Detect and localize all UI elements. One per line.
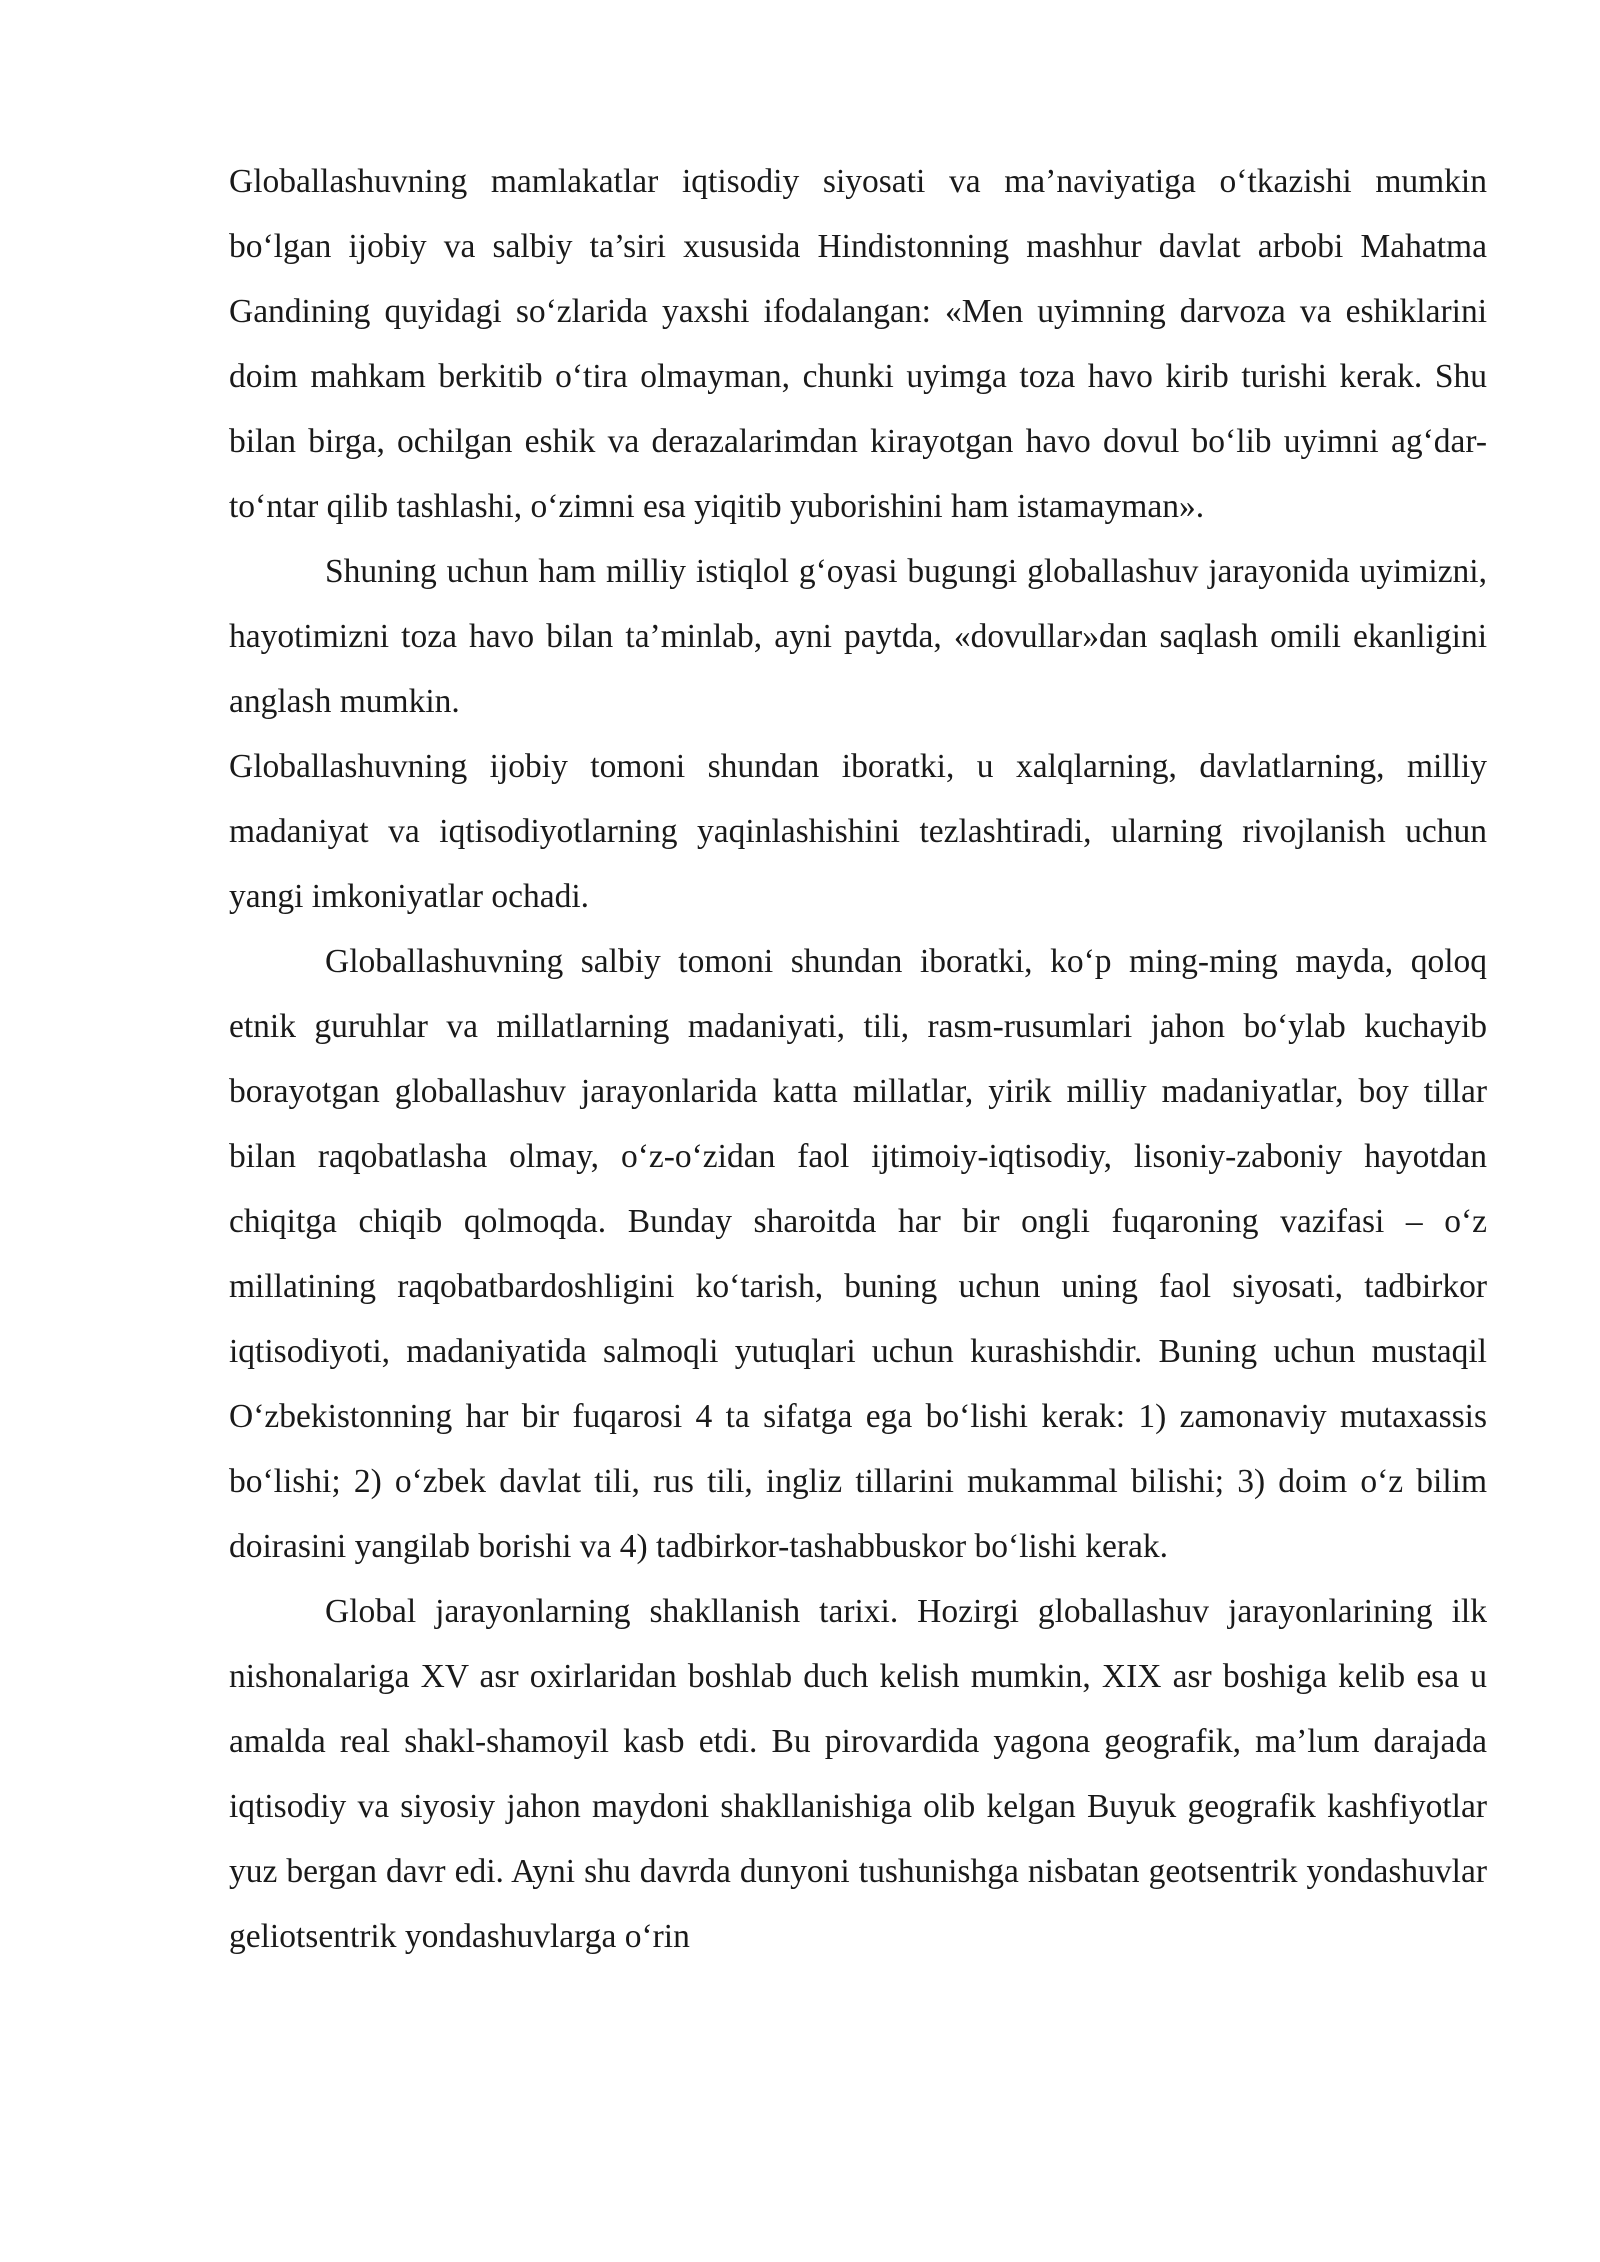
paragraph-independence-idea: Shuning uchun ham milliy istiqlol g‘oyasi bugungi globallashuv jarayonida uyimizni, hayotimizni toza havo bilan ta’minlab, ayni paytda, «dovullar»dan saqlash omili ekanligini anglash mumkin. xyxy=(229,553,1487,720)
paragraph-history: Global jarayonlarning shakllanish tarixi. Hozirgi globallashuv jarayonlarining ilk nishonalariga XV asr oxirlaridan boshlab duch kelish mumkin, XIX asr boshiga kelib esa u amalda real shakl-shamoyil kasb etdi. Bu pirovardida yagona geografik, ma’lum darajada iqtisodiy va siyosiy jahon maydoni shakllanishiga olib kelgan Buyuk geografik kashfiyotlar yuz bergan davr edi. Ayni shu davrda dunyoni tushunishga nisbatan geotsentrik yondashuvlar geliotsentrik yondashuvlarga o‘rin xyxy=(229,1593,1487,1955)
document-body xyxy=(229,149,1487,1969)
paragraph-gandhi-quote: Globallashuvning mamlakatlar iqtisodiy siyosati va ma’naviyatiga o‘tkazishi mumkin bo‘lgan ijobiy va salbiy ta’siri xususida Hindistonning mashhur davlat arbobi Mahatma Gandining quyidagi so‘zlarida yaxshi ifodalangan: «Men uyimning darvoza va eshiklarini doim mahkam berkitib o‘tira olmayman, chunki uyimga toza havo kirib turishi kerak. Shu bilan birga, ochilgan eshik va derazalarimdan kirayotgan havo dovul bo‘lib uyimni ag‘dar-to‘ntar qilib tashlashi, o‘zimni esa yiqitib yuborishini ham istamayman». xyxy=(229,163,1487,525)
paragraph-positive-side: Globallashuvning ijobiy tomoni shundan iboratki, u xalqlarning, davlatlarning, milliy madaniyat va iqtisodiyotlarning yaqinlashishini tezlashtiradi, ularning rivojlanish uchun yangi imkoniyatlar ochadi. xyxy=(229,748,1487,915)
paragraph-negative-side: Globallashuvning salbiy tomoni shundan iboratki, ko‘p ming-ming mayda, qoloq etnik guruhlar va millatlarning madaniyati, tili, rasm-rusumlari jahon bo‘ylab kuchayib borayotgan globallashuv jarayonlarida katta millatlar, yirik milliy madaniyatlar, boy tillar bilan raqobatlasha olmay, o‘z-o‘zidan faol ijtimoiy-iqtisodiy, lisoniy-zaboniy hayotdan chiqitga chiqib qolmoqda. Bunday sharoitda har bir ongli fuqaroning vazifasi – o‘z millatining raqobatbardoshligini ko‘tarish, buning uchun uning faol siyosati, tadbirkor iqtisodiyoti, madaniyatida salmoqli yutuqlari uchun kurashishdir. Buning uchun mustaqil O‘zbekistonning har bir fuqarosi 4 ta sifatga ega bo‘lishi kerak: 1) zamonaviy mutaxassis bo‘lishi; 2) o‘zbek davlat tili, rus tili, ingliz tillarini mukammal bilishi; 3) doim o‘z bilim doirasini yangilab borishi va 4) tadbirkor-tashabbuskor bo‘lishi kerak. xyxy=(229,943,1487,1565)
